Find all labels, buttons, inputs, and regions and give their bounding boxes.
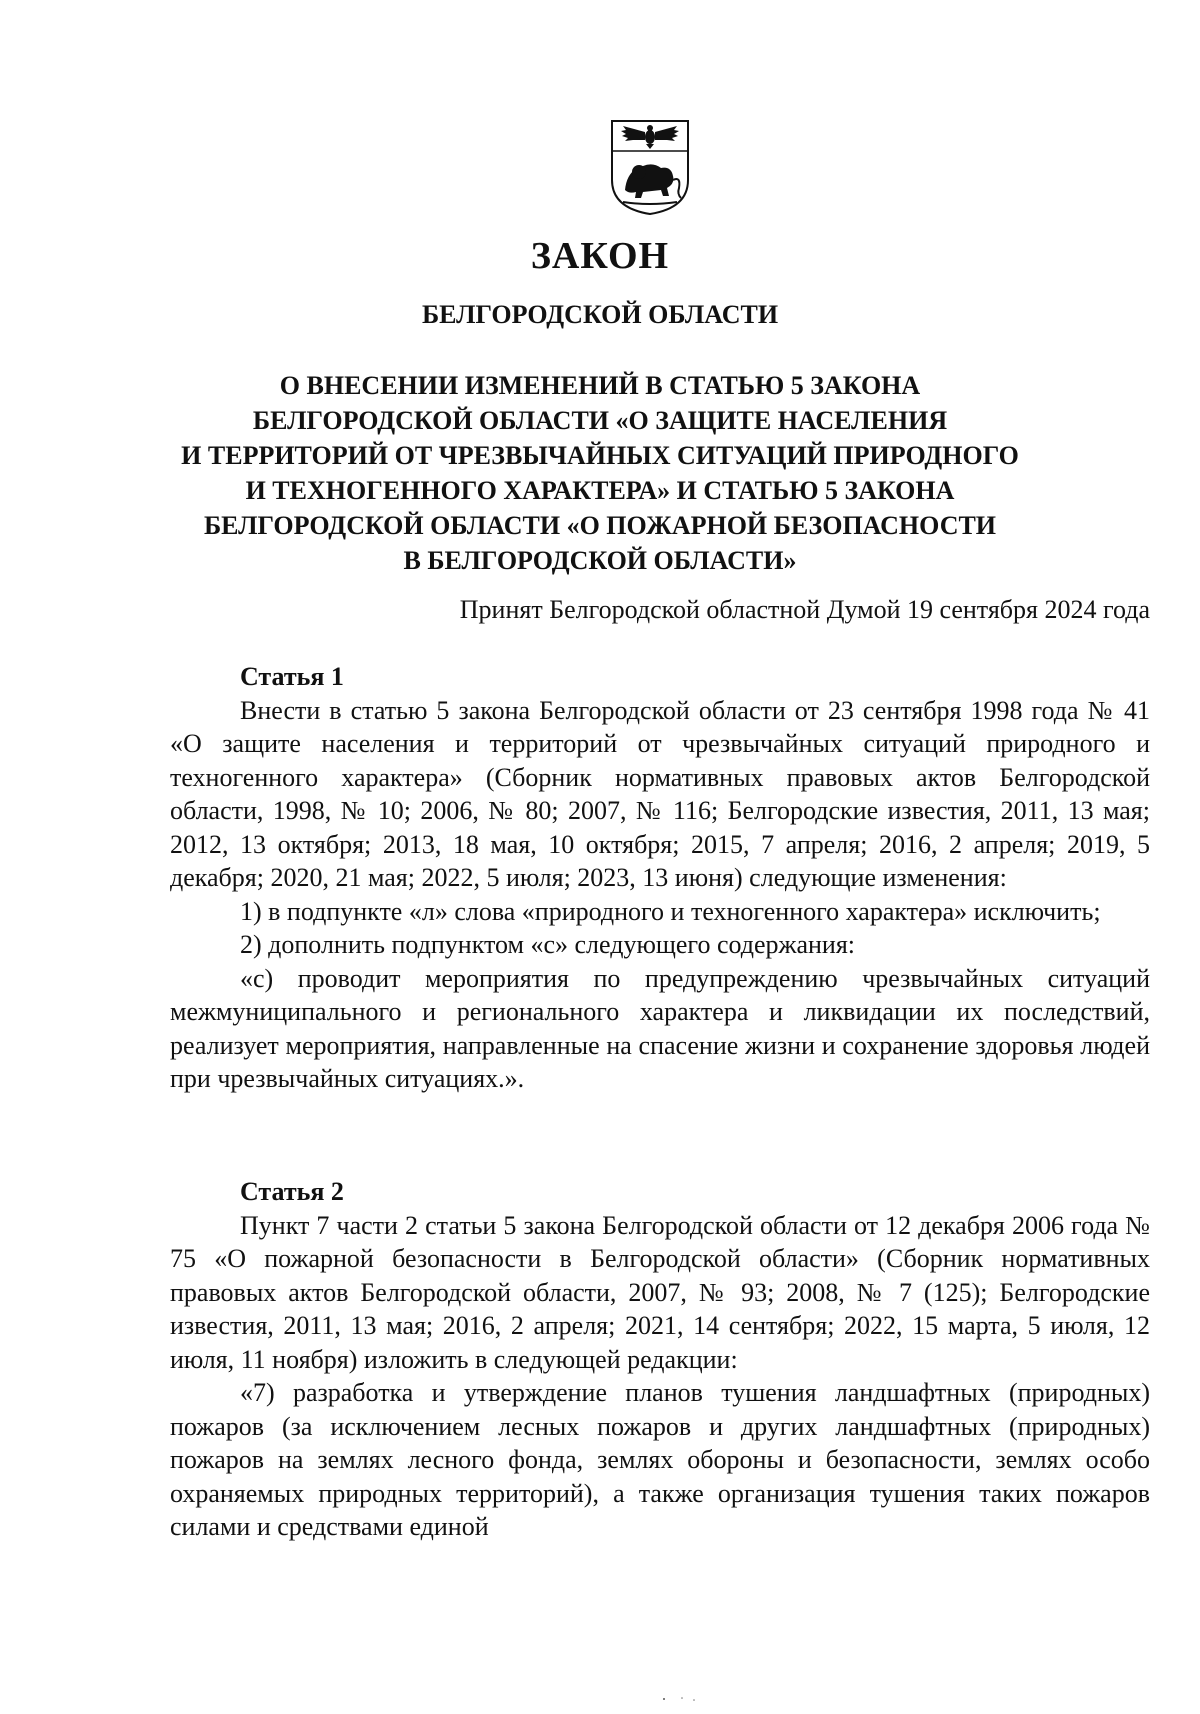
article-heading: Статья 2	[240, 1177, 344, 1206]
article-paragraph: 2) дополнить подпунктом «с» следующего содержания:	[240, 930, 856, 959]
law-title-line: В БЕЛГОРОДСКОЙ ОБЛАСТИ»	[403, 546, 797, 575]
article-2	[170, 1175, 1150, 1544]
article-paragraph: «с) проводит мероприятия по предупреждению чрезвычайных ситуаций межмуниципального и регионального характера и ликвидации их последствий, реализует мероприятия, направленные на спасение жизни и сохранение здоровья людей при чрезвычайных ситуациях.».	[170, 963, 1150, 1093]
article-paragraph: «7) разработка и утверждение планов тушения ландшафтных (природных) пожаров (за исключением лесных пожаров и других ландшафтных (природных) пожаров на землях лесного фонда, землях обороны и безопасности, землях особо охраняемых природных территорий), а также организация тушения таких пожаров силами и средствами единой	[170, 1378, 1150, 1541]
article-body	[170, 1209, 1150, 1544]
law-title-line: БЕЛГОРОДСКОЙ ОБЛАСТИ «О ПОЖАРНОЙ БЕЗОПАСНОСТИ	[203, 511, 997, 540]
article-body	[170, 694, 1150, 1096]
law-title	[150, 368, 1050, 578]
law-title-line: БЕЛГОРОДСКОЙ ОБЛАСТИ «О ЗАЩИТЕ НАСЕЛЕНИЯ	[252, 406, 948, 435]
article-paragraph: Внести в статью 5 закона Белгородской области от 23 сентября 1998 года № 41 «О защите населения и территорий от чрезвычайных ситуаций природного и техногенного характера» (Сборник нормативных правовых актов Белгородской области, 1998, № 10; 2006, № 80; 2007, № 116; Белгородские известия, 2011, 13 мая; 2012, 13 октября; 2013, 18 мая, 10 октября; 2015, 7 апреля; 2016, 2 апреля; 2019, 5 декабря; 2020, 21 мая; 2022, 5 июля; 2023, 13 июня) следующие изменения:	[170, 695, 1150, 892]
coat-of-arms-icon	[609, 118, 691, 216]
document-type-heading: ЗАКОН	[530, 235, 670, 277]
article-1	[170, 660, 1150, 1096]
scan-speck-decoration	[660, 1694, 700, 1704]
law-title-line: И ТЕРРИТОРИЙ ОТ ЧРЕЗВЫЧАЙНЫХ СИТУАЦИЙ ПРИРОДНОГО	[181, 441, 1019, 470]
article-paragraph: Пункт 7 части 2 статьи 5 закона Белгородской области от 12 декабря 2006 года № 75 «О пожарной безопасности в Белгородской области» (Сборник нормативных правовых актов Белгородской области, 2007, № 93; 2008, № 7 (125); Белгородские известия, 2011, 13 мая; 2016, 2 апреля; 2021, 14 сентября; 2022, 15 марта, 5 июля, 12 июля, 11 ноября) изложить в следующей редакции:	[170, 1210, 1150, 1374]
article-heading: Статья 1	[240, 662, 344, 691]
law-title-line: О ВНЕСЕНИИ ИЗМЕНЕНИЙ В СТАТЬЮ 5 ЗАКОНА	[279, 371, 921, 400]
law-title-line: И ТЕХНОГЕННОГО ХАРАКТЕРА» И СТАТЬЮ 5 ЗАКОНА	[245, 476, 955, 505]
adoption-note: Принят Белгородской областной Думой 19 сентября 2024 года	[459, 595, 1150, 624]
article-paragraph: 1) в подпункте «л» слова «природного и техногенного характера» исключить;	[240, 896, 1101, 926]
region-heading: БЕЛГОРОДСКОЙ ОБЛАСТИ	[421, 300, 779, 329]
